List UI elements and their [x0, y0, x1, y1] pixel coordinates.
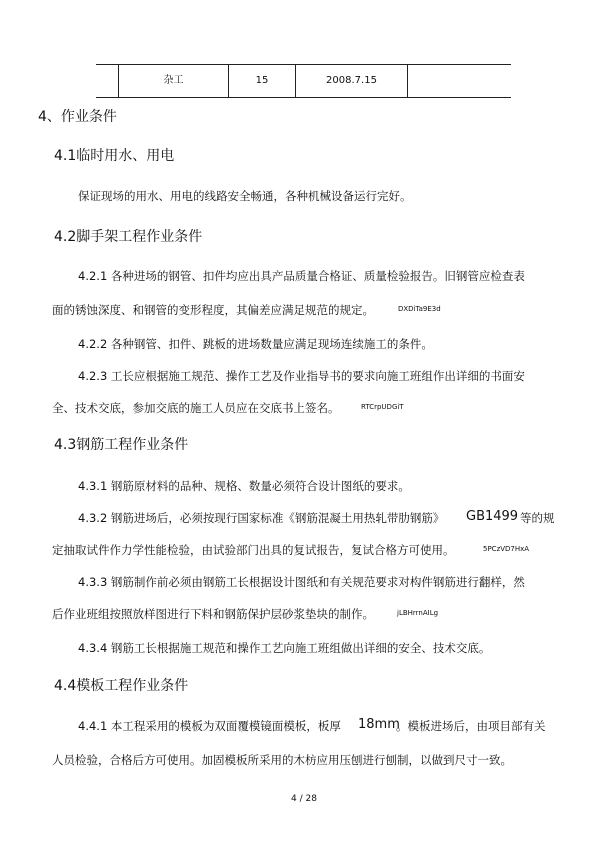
paragraph: 人员检验，合格后方可使用。加固模板所采用的木枋应用压刨进行刨制，以做到尺寸一致。 [52, 753, 512, 767]
subsection-heading: 4.2脚手架工程作业条件 [54, 229, 203, 245]
paragraph: 后作业班组按照放样图进行下料和钢筋保护层砂浆垫块的制作。 [52, 607, 374, 621]
section-heading: 4、作业条件 [38, 109, 117, 125]
code-mark: 5PCzVD7HxA [483, 545, 530, 553]
subsection-heading: 4.3钢筋工程作业条件 [54, 437, 189, 453]
paragraph: 4.3.4 钢筋工长根据施工规范和操作工艺向施工班组做出详细的安全、技术交底。 [78, 641, 491, 655]
standard-code: GB1499 [466, 509, 519, 524]
code-mark: jLBHrrnAILg [397, 609, 439, 617]
subsection-heading: 4.4模板工程作业条件 [54, 678, 189, 694]
table-cell: 2008.7.15 [295, 65, 407, 97]
table-cell: 15 [228, 65, 295, 97]
paragraph: 保证现场的用水、用电的线路安全畅通，各种机械设备运行完好。 [78, 189, 412, 203]
table-cell [96, 65, 118, 97]
paragraph: 4.2.2 各种钢管、扣件、跳板的进场数量应满足现场连续施工的条件。 [78, 337, 433, 351]
table-row [96, 64, 511, 98]
code-mark: DXDiTa9E3d [398, 305, 441, 313]
paragraph: 4.2.3 工长应根据施工规范、操作工艺及作业指导书的要求向施工班组作出详细的书面安 [78, 369, 525, 383]
subsection-heading: 4.1临时用水、用电 [54, 148, 175, 164]
paragraph: 面的锈蚀深度、和钢管的变形程度，其偏差应满足规范的规定。 [52, 303, 374, 317]
paragraph: 4.3.1 钢筋原材料的品种、规格、数量必须符合设计图纸的要求。 [78, 479, 410, 493]
page-number: 4 / 28 [291, 794, 317, 804]
paragraph: 定抽取试件作力学性能检验，由试验部门出具的复试报告，复试合格方可使用。 [52, 543, 455, 557]
paragraph: 4.3.3 钢筋制作前必须由钢筋工长根据设计图纸和有关规范要求对构件钢筋进行翻样，然 [78, 575, 525, 589]
table-cell [407, 65, 511, 97]
paragraph: 等的规 [520, 511, 555, 525]
paragraph: 全、技术交底，参加交底的施工人员应在交底书上签名。 [52, 401, 340, 415]
paragraph: 4.3.2 钢筋进场后，必须按现行国家标准《钢筋混凝土用热轧带肋钢筋》 [78, 511, 445, 525]
thickness-value: 18mm [358, 717, 400, 732]
paragraph: 4.4.1 本工程采用的模板为双面覆模镜面模板，板厚 [78, 719, 341, 733]
table-cell: 杂工 [118, 65, 228, 97]
paragraph: 。模板进场后，由项目部有关 [396, 719, 546, 733]
code-mark: RTCrpUDGiT [361, 403, 404, 411]
paragraph: 4.2.1 各种进场的钢管、扣件均应出具产品质量合格证、质量检验报告。旧钢管应检查表 [78, 269, 525, 283]
